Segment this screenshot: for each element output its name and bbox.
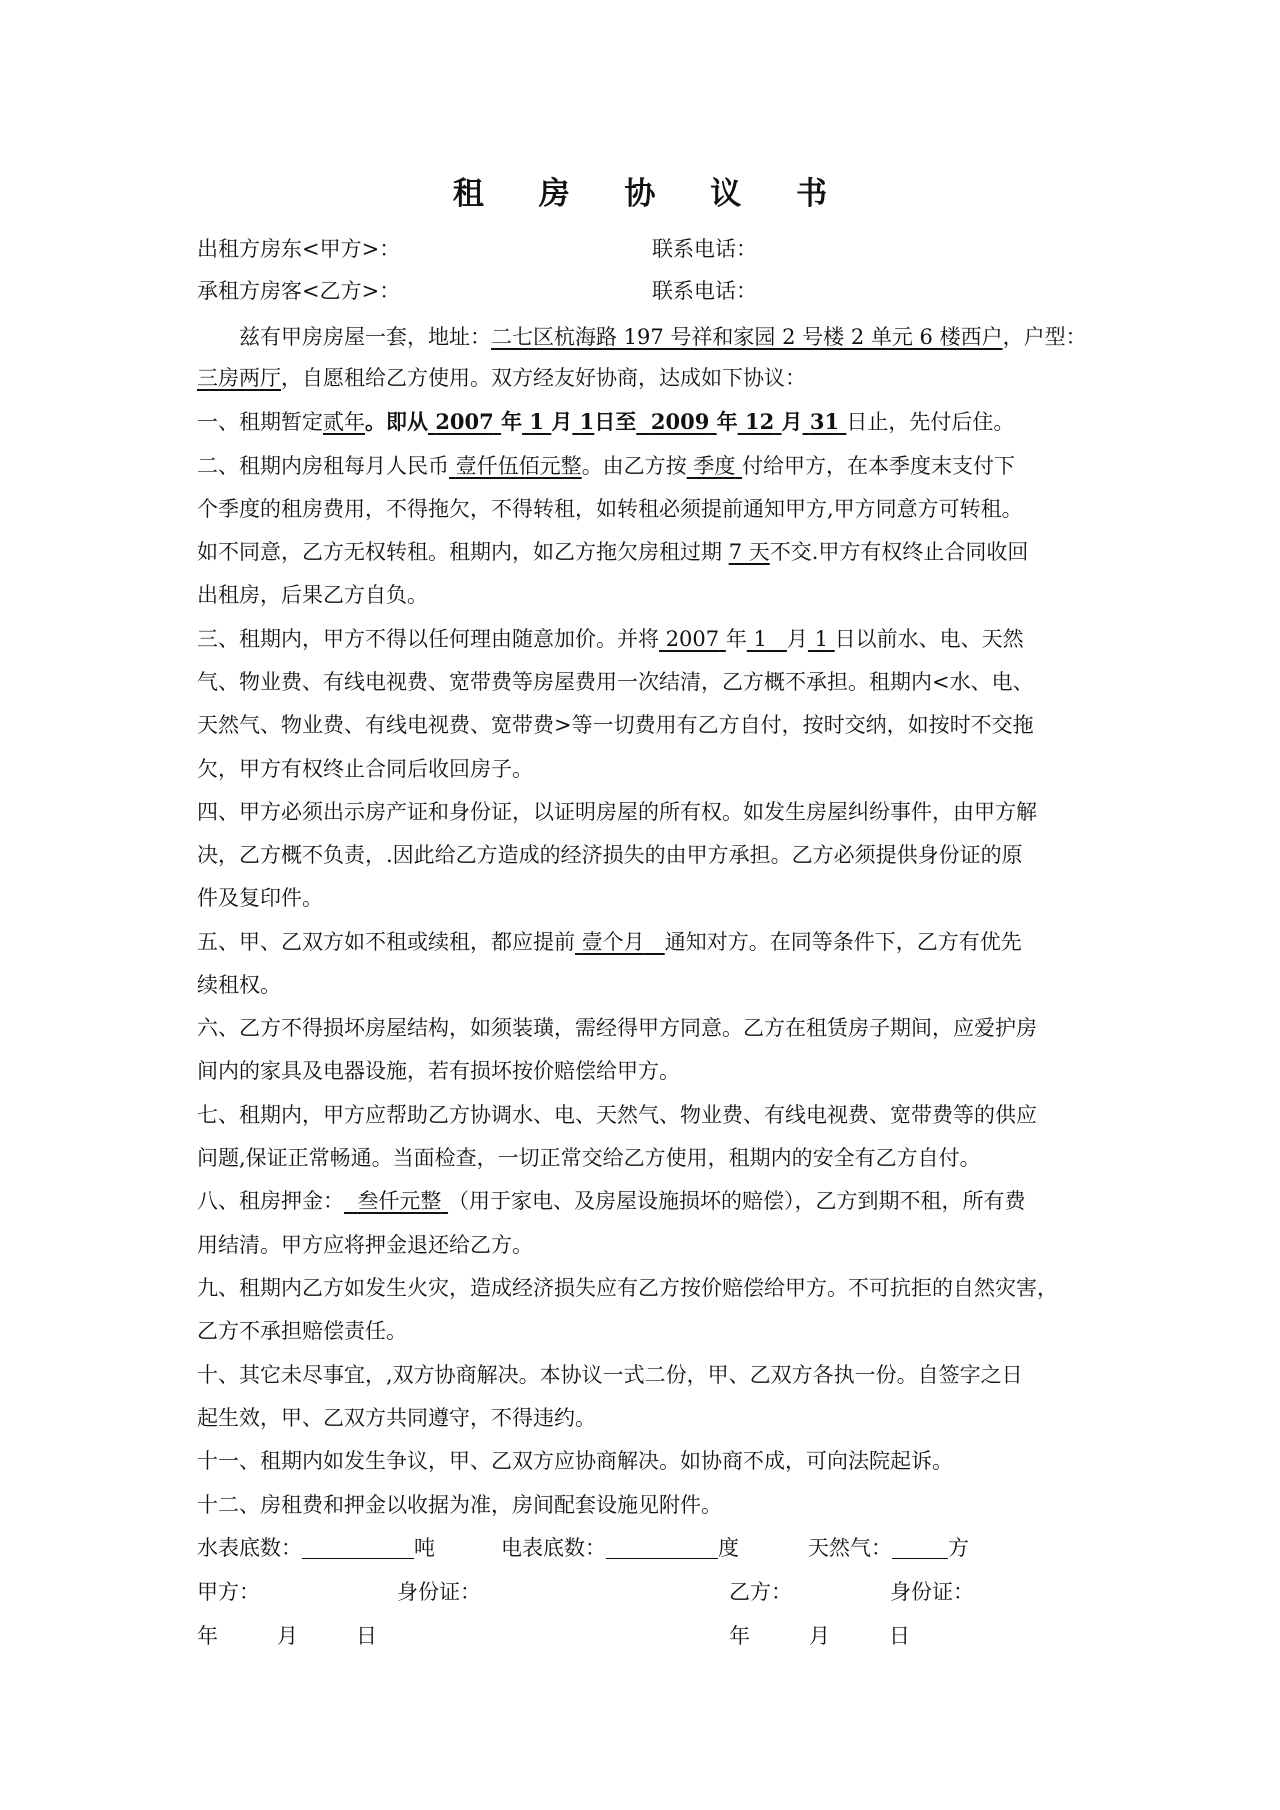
party-a-date-day: 日 xyxy=(356,1624,377,1648)
clause-text: 月 xyxy=(786,627,808,651)
intro-text: ，自愿租给乙方使用。双方经友好协商，达成如下协议： xyxy=(281,366,806,390)
lease-term: 贰年 xyxy=(323,410,365,434)
clause-6-line-2: 间内的家具及电器设施，若有损坏按价赔偿给甲方。 xyxy=(197,1059,680,1083)
clause-2-line-1 xyxy=(197,451,1097,481)
end-month: 12 xyxy=(744,409,775,434)
start-month: 1 xyxy=(529,409,545,434)
clause-text: 付给甲方，在本季度末支付下 xyxy=(742,454,1016,478)
clause-text: （用于家电、及房屋设施损坏的赔偿），乙方到期不租，所有费 xyxy=(448,1189,1026,1213)
clause-11: 十一、租期内如发生争议，甲、乙双方应协商解决。如协商不成，可向法院起诉。 xyxy=(197,1449,953,1473)
intro-text: ，户型： xyxy=(1002,325,1087,349)
clause-text: 年 xyxy=(501,409,523,434)
clause-4-line-3: 件及复印件。 xyxy=(197,886,323,910)
clause-5-line-1 xyxy=(197,927,1097,957)
clause-text: 二、租期内房租每月人民币 xyxy=(197,454,449,478)
clause-8-line-1 xyxy=(197,1186,1097,1216)
intro-line-1 xyxy=(239,322,1139,352)
water-meter xyxy=(197,1533,435,1563)
gas-meter-label: 天然气： xyxy=(808,1536,892,1560)
clause-text: 年 xyxy=(725,627,747,651)
start-year: 2007 xyxy=(435,409,494,434)
document-title: 租 房 协 议 书 xyxy=(452,176,850,212)
gas-meter-unit: 方 xyxy=(948,1536,969,1560)
clause-1 xyxy=(197,407,1097,437)
settle-month: 1 xyxy=(753,627,767,651)
clause-3-line-3: 天然气、物业费、有线电视费、宽带费>等一切费用有乙方自付，按时交纳，如按时不交拖 xyxy=(197,713,1034,737)
party-a-id-label: 身份证： xyxy=(397,1580,481,1604)
clause-text: 八、租房押金： xyxy=(197,1189,344,1213)
end-day: 31 xyxy=(809,409,840,434)
clause-3-line-4: 欠，甲方有权终止合同后收回房子。 xyxy=(197,757,533,781)
clause-2-line-2: 个季度的租房费用，不得拖欠，不得转租，如转租必须提前通知甲方,甲方同意方可转租。 xyxy=(197,497,1023,521)
property-layout: 三房两厅 xyxy=(197,366,281,390)
clause-3-line-1 xyxy=(197,624,1097,654)
water-meter-blank[interactable] xyxy=(302,1536,414,1559)
clause-text: 年 xyxy=(716,409,738,434)
clause-text: 三、租期内，甲方不得以任何理由随意加价。并将 xyxy=(197,627,659,651)
gas-meter xyxy=(808,1533,969,1563)
electric-meter-unit: 度 xyxy=(718,1536,739,1560)
clause-8-line-2: 用结清。甲方应将押金退还给乙方。 xyxy=(197,1233,533,1257)
clause-7-line-1: 七、租期内，甲方应帮助乙方协调水、电、天然气、物业费、有线电视费、宽带费等的供应 xyxy=(197,1103,1037,1127)
clause-7-line-2: 问题,保证正常畅通。当面检查，一切正常交给乙方使用，租期内的安全有乙方自付。 xyxy=(197,1146,981,1170)
clause-9-line-1: 九、租期内乙方如发生火灾，造成经济损失应有乙方按价赔偿给甲方。不可抗拒的自然灾害， xyxy=(197,1276,1058,1300)
settle-day: 1 xyxy=(814,627,828,651)
intro-text: 兹有甲房房屋一套，地址： xyxy=(239,325,491,349)
monthly-rent: 壹仟伍佰元整 xyxy=(455,454,582,478)
clause-9-line-2: 乙方不承担赔偿责任。 xyxy=(197,1319,407,1343)
clause-text: 日至 xyxy=(594,409,637,434)
electric-meter-blank[interactable] xyxy=(606,1536,718,1559)
clause-10-line-1: 十、其它未尽事宜，,双方协商解决。本协议一式二份，甲、乙双方各执一份。自签字之日 xyxy=(197,1363,1023,1387)
clause-text: 不交.甲方有权终止合同收回 xyxy=(769,540,1029,564)
notice-period: 壹个月 xyxy=(581,930,645,954)
party-b-date-month: 月 xyxy=(809,1624,830,1648)
payment-period: 季度 xyxy=(693,454,736,478)
water-meter-unit: 吨 xyxy=(414,1536,435,1560)
clause-text: 一、租期暂定 xyxy=(197,410,323,434)
clause-text: 如不同意，乙方无权转租。租期内，如乙方拖欠房租过期 xyxy=(197,540,722,564)
water-meter-label: 水表底数： xyxy=(197,1536,302,1560)
intro-line-2 xyxy=(197,363,1097,393)
deposit-amount: 叁仟元整 xyxy=(357,1189,442,1213)
lessee-label: 承租方房客<乙方>： xyxy=(197,279,401,303)
clause-text: 日以前水、电、天然 xyxy=(834,627,1024,651)
party-a-date-month: 月 xyxy=(277,1624,298,1648)
clause-text: 日止，先付后住。 xyxy=(846,410,1015,434)
clause-text: 。由乙方按 xyxy=(581,454,687,478)
party-b-date-year: 年 xyxy=(729,1624,750,1648)
clause-10-line-2: 起生效，甲、乙双方共同遵守，不得违约。 xyxy=(197,1406,596,1430)
clause-6-line-1: 六、乙方不得损坏房屋结构，如须装璜，需经得甲方同意。乙方在租赁房子期间，应爱护房 xyxy=(197,1016,1037,1040)
gas-meter-blank[interactable] xyxy=(892,1536,948,1559)
property-address: 二七区杭海路 197 号祥和家园 2 号楼 2 单元 6 楼西户 xyxy=(491,325,1003,349)
electric-meter-label: 电表底数： xyxy=(501,1536,606,1560)
clause-2-line-3 xyxy=(197,537,1097,567)
clause-text: 五、甲、乙双方如不租或续租，都应提前 xyxy=(197,930,575,954)
party-a-signature-label: 甲方： xyxy=(197,1580,260,1604)
clause-5-line-2: 续租权。 xyxy=(197,973,281,997)
overdue-days: 7 天 xyxy=(728,540,770,564)
lessor-phone-label: 联系电话： xyxy=(652,237,757,261)
lessee-phone-label: 联系电话： xyxy=(652,279,757,303)
party-b-id-label: 身份证： xyxy=(890,1580,974,1604)
clause-12: 十二、房租费和押金以收据为准，房间配套设施见附件。 xyxy=(197,1493,722,1517)
party-b-signature-label: 乙方： xyxy=(729,1580,792,1604)
clause-4-line-2: 决，乙方概不负责，.因此给乙方造成的经济损失的由甲方承担。乙方必须提供身份证的原 xyxy=(197,843,1023,867)
clause-text: 月 xyxy=(781,409,803,434)
settle-year: 2007 xyxy=(665,627,720,651)
start-day: 1 xyxy=(579,409,595,434)
clause-text: 月 xyxy=(551,409,573,434)
clause-2-line-4: 出租房，后果乙方自负。 xyxy=(197,583,428,607)
end-year: 2009 xyxy=(650,409,710,434)
party-b-date-day: 日 xyxy=(889,1624,910,1648)
clause-3-line-2: 气、物业费、有线电视费、宽带费等房屋费用一次结清，乙方概不承担。租期内<水、电、 xyxy=(197,670,1034,694)
clause-4-line-1: 四、甲方必须出示房产证和身份证，以证明房屋的所有权。如发生房屋纠纷事件，由甲方解 xyxy=(197,800,1037,824)
lessor-label: 出租方房东<甲方>： xyxy=(197,237,401,261)
electric-meter xyxy=(501,1533,739,1563)
party-a-date-year: 年 xyxy=(197,1624,218,1648)
clause-text: 通知对方。在同等条件下，乙方有优先 xyxy=(664,930,1022,954)
clause-text: 。即从 xyxy=(365,409,428,434)
